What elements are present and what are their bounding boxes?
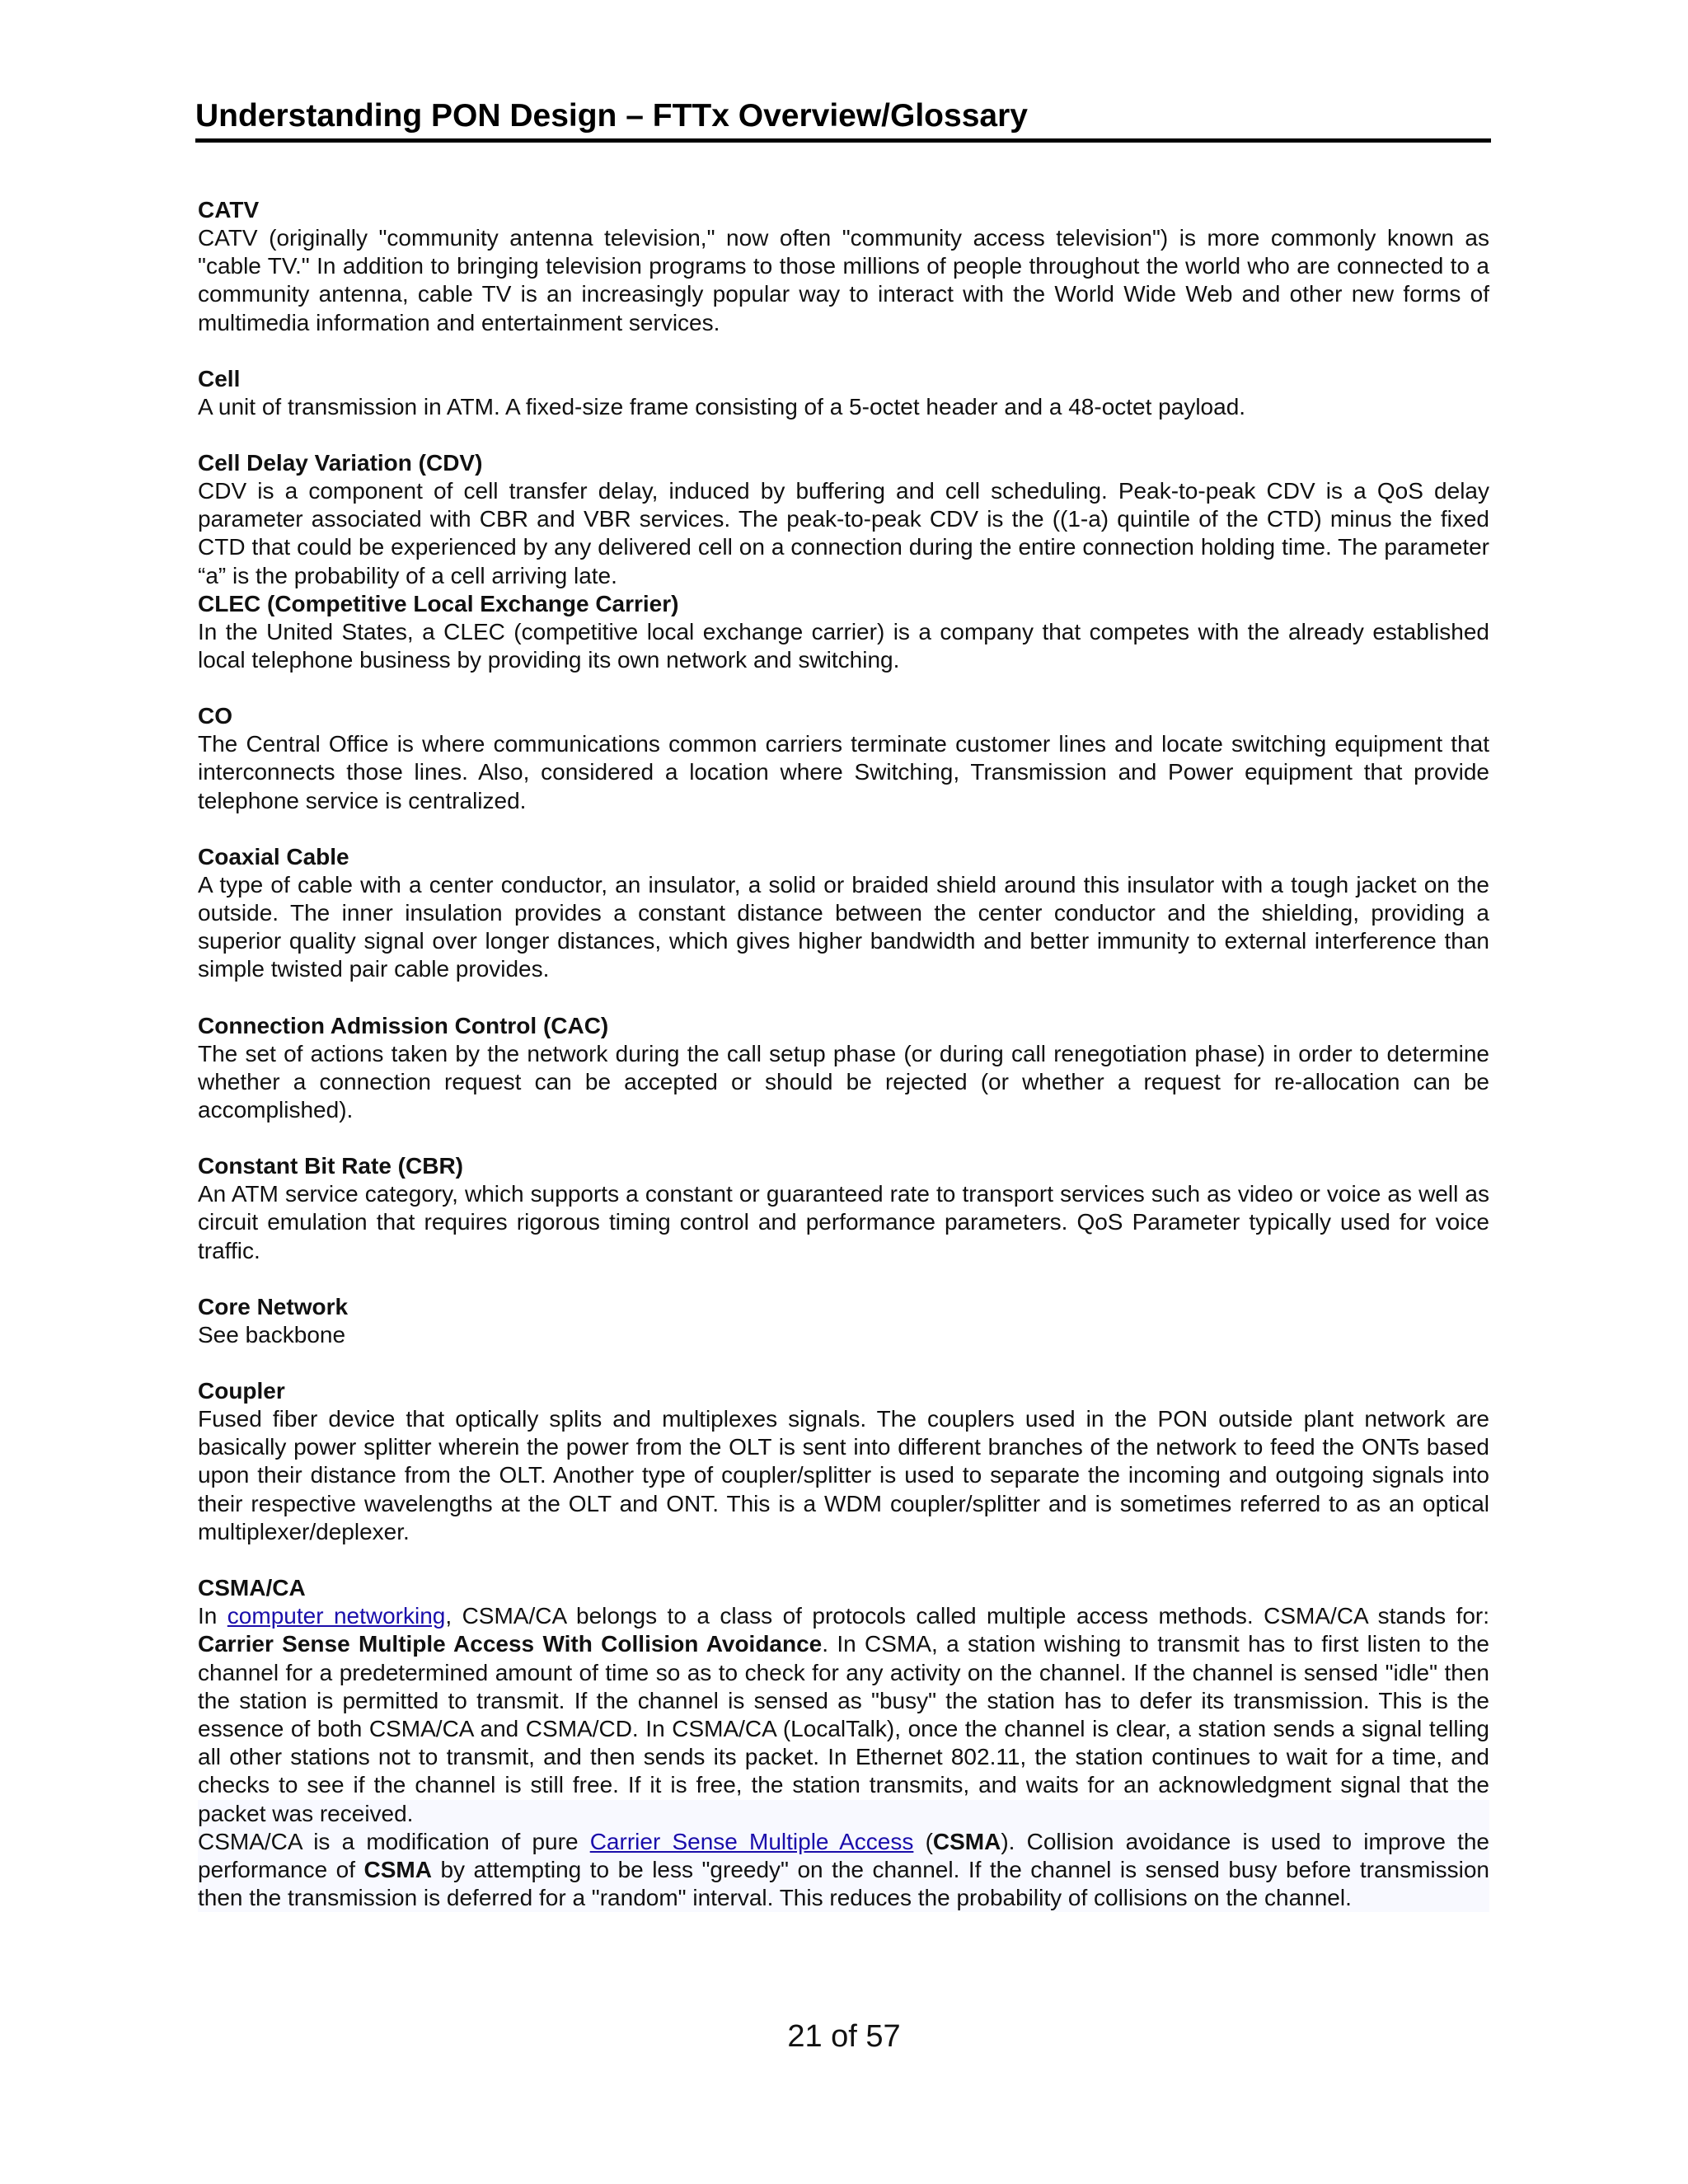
glossary-term: CSMA/CA — [198, 1575, 306, 1601]
glossary-entry-core-network — [198, 1293, 1489, 1349]
glossary-term: Constant Bit Rate (CBR) — [198, 1153, 463, 1179]
glossary-entry-catv — [198, 196, 1489, 337]
glossary-definition — [198, 1602, 1489, 1828]
glossary-definition: See backbone — [198, 1321, 346, 1347]
text-span: ). Collision avoidance is used to improve the performance of — [198, 1828, 1489, 1882]
glossary-definition: The set of actions taken by the network during the call setup phase (or during call renegotiation phase) in order to determine whether a connection request can be accepted or should be rejected (or whether a request for re-allocation can be accomplished). — [198, 1040, 1489, 1123]
page-title: Understanding PON Design – FTTx Overview/Glossary — [195, 98, 1028, 134]
glossary-definition: An ATM service category, which supports a constant or guaranteed rate to transport services such as video or voice as well as circuit emulation that requires rigorous timing control and performance parameters. QoS Parameter typically used for voice traffic. — [198, 1181, 1489, 1263]
glossary-entry-cell — [198, 365, 1489, 421]
glossary-definition-continued — [198, 1828, 1489, 1913]
glossary-entry-coaxial-cable — [198, 843, 1489, 984]
page-number: 21 of 57 — [787, 2019, 901, 2054]
glossary-entry-co — [198, 702, 1489, 815]
glossary-definition: In the United States, a CLEC (competitive local exchange carrier) is a company that competes with the already established local telephone business by providing its own network and switching. — [198, 618, 1489, 673]
bold-term: Carrier Sense Multiple Access With Collision Avoidance — [198, 1631, 823, 1657]
glossary-term: Connection Admission Control (CAC) — [198, 1012, 609, 1038]
glossary-definition: A type of cable with a center conductor, an insulator, a solid or braided shield around this insulator with a tough jacket on the outside. The inner insulation provides a constant distance between the center conductor and the shielding, providing a superior quality signal over longer distances, which gives higher bandwidth and better immunity to external interference than simple twisted pair cable provides. — [198, 871, 1489, 982]
glossary-definition: A unit of transmission in ATM. A fixed-size frame consisting of a 5-octet header and a 48-octet payload. — [198, 393, 1246, 419]
glossary-term: CATV — [198, 197, 260, 223]
glossary-definition: The Central Office is where communications common carriers terminate customer lines and locate switching equipment that interconnects those lines. Also, considered a location where Switching, Transmission and Power equipment that provide telephone service is centralized. — [198, 731, 1489, 813]
bold-term: CSMA — [363, 1856, 432, 1882]
glossary-term: CO — [198, 703, 232, 729]
bold-term: CSMA — [932, 1828, 1001, 1854]
glossary-term: Core Network — [198, 1293, 349, 1319]
glossary-entry-csma-ca — [198, 1574, 1489, 1912]
glossary-definition: CDV is a component of cell transfer delay, induced by buffering and cell scheduling. Peak-to-peak CDV is a QoS delay parameter associated with CBR and VBR services. The peak-to-peak CDV is the ((1-a) quintile of the CTD) minus the fixed CTD that could be experienced by any delivered cell on a connection during the entire connection holding time. The parameter “a” is the probability of a cell arriving late. — [198, 478, 1489, 588]
glossary-definition: Fused fiber device that optically splits and multiplexes signals. The couplers used in the PON outside plant network are basically power splitter wherein the power from the OLT is sent into different branches of the network to feed the ONTs based upon their distance from the OLT. Another type of coupler/splitter is used to separate the incoming and outgoing signals into their respective wavelengths at the OLT and ONT. This is a WDM coupler/splitter and is sometimes referred to as an optical multiplexer/deplexer. — [198, 1406, 1489, 1544]
text-span: ( — [913, 1828, 933, 1854]
glossary-definition: CATV (originally "community antenna television," now often "community access television") is more commonly known as "cable TV." In addition to bringing television programs to those millions of people throughout the world who are connected to a community antenna, cable TV is an increasingly popular way to interact with the World Wide Web and other new forms of multimedia information and entertainment services. — [198, 225, 1489, 335]
text-span: by attempting to be less "greedy" on the channel. If the channel is sensed busy before transmission then the transmission is deferred for a "random" interval. This reduces the probability of collisions on the channel. — [198, 1856, 1489, 1911]
glossary-content — [198, 196, 1489, 1912]
text-span: In — [198, 1603, 227, 1629]
text-span: CSMA/CA is a modification of pure — [198, 1828, 590, 1854]
computer-networking-link[interactable]: computer networking — [227, 1603, 446, 1629]
glossary-term: Cell Delay Variation (CDV) — [198, 450, 483, 476]
glossary-term: CLEC (Competitive Local Exchange Carrier) — [198, 590, 679, 616]
page-header — [195, 97, 1491, 143]
glossary-term: Coaxial Cable — [198, 843, 349, 869]
glossary-entry-clec — [198, 590, 1489, 674]
glossary-term: Coupler — [198, 1378, 285, 1404]
glossary-term: Cell — [198, 365, 241, 391]
glossary-entry-cbr — [198, 1152, 1489, 1265]
carrier-sense-multiple-access-link[interactable]: Carrier Sense Multiple Access — [589, 1828, 914, 1854]
text-span: . In CSMA, a station wishing to transmit has to first listen to the channel for a predetermined amount of time so as to check for any activity on the channel. If the channel is sensed "idle" then the station is permitted to transmit. If the channel is sensed as "busy" the station has to defer its transmission. This is the essence of both CSMA/CA and CSMA/CD. In CSMA/CA (LocalTalk), once the channel is clear, a station sends a signal telling all other stations not to transmit, and then sends its packet. In Ethernet 802.11, the station continues to wait for a time, and checks to see if the channel is still free. If it is free, the station transmits, and waits for an acknowledgment signal that the packet was received. — [198, 1631, 1489, 1826]
glossary-entry-cac — [198, 1012, 1489, 1125]
glossary-entry-cdv — [198, 449, 1489, 590]
glossary-entry-coupler — [198, 1377, 1489, 1546]
text-span: , CSMA/CA belongs to a class of protocols called multiple access methods. CSMA/CA stands for: — [445, 1603, 1489, 1629]
